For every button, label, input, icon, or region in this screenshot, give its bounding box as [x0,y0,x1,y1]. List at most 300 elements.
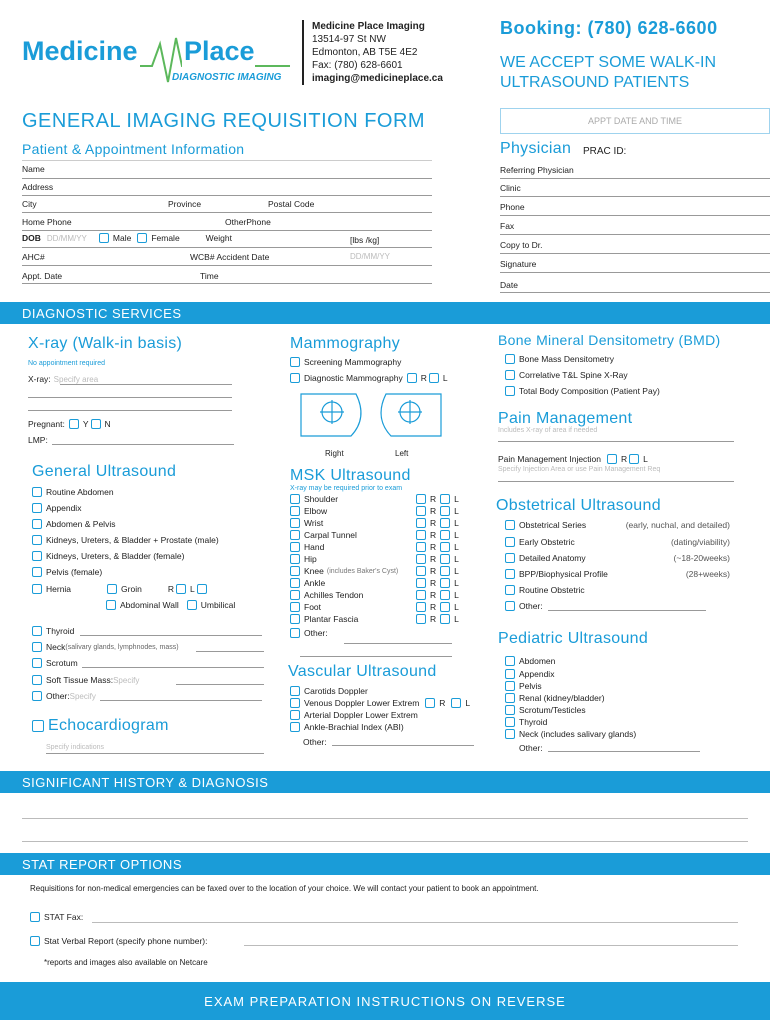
xray-heading: X-ray (Walk-in basis) [28,335,183,352]
msk-r-label-10: R [430,614,437,624]
stat-verbal-row [30,936,207,946]
phone-field[interactable] [22,230,432,231]
pregnant-y-checkbox[interactable] [69,419,79,429]
neck-checkbox[interactable] [32,642,42,652]
vasc-checkbox-1[interactable] [290,698,300,708]
msk-other-label: Other: [304,628,328,638]
peds-checkbox-1[interactable] [505,669,515,679]
peds-checkbox-5[interactable] [505,717,515,727]
msk-checkbox-3[interactable] [290,530,300,540]
ahc-field[interactable] [22,265,432,266]
dob-placeholder[interactable]: DD/MM/YY [46,233,87,243]
msk-item-3 [290,530,357,540]
vasc-checkbox-0[interactable] [290,686,300,696]
peds-item-2 [505,681,542,691]
gen-us-label-3: Kidneys, Ureters, & Bladder + Prostate (male) [46,535,219,545]
ahc-label: AHC# [22,252,45,262]
msk-l-checkbox-0[interactable] [440,494,450,504]
vasc-item-2 [290,710,418,720]
peds-label-5: Thyroid [519,717,548,727]
msk-l-label-1: L [454,506,459,516]
neck-row [32,642,179,652]
pregnant-n-label: N [104,419,111,429]
msk-l-checkbox-10[interactable] [440,614,450,624]
obs-item-4 [505,585,585,595]
umbilical-label: Umbilical [200,600,236,610]
peds-other-field[interactable] [548,751,700,752]
obs-checkbox-1[interactable] [505,537,515,547]
msk-checkbox-2[interactable] [290,518,300,528]
obs-label-2: Detailed Anatomy [519,553,586,563]
msk-l-checkbox-7[interactable] [440,578,450,588]
clinic-label: Clinic [500,183,521,193]
pain-note2: Specify Injection Area or use Pain Management Req [498,466,661,473]
clinic-address1: 13514-97 St NW [312,34,386,45]
gen-us-checkbox-3[interactable] [32,535,42,545]
pain-field-2[interactable] [498,481,734,482]
pain-l-checkbox[interactable] [629,454,639,464]
bmd-item-2 [505,386,660,396]
stat-note: Requisitions for non-medical emergencies can be faxed over to the location of your choice. We will contact your patient to book an appointment. [30,884,539,893]
bmd-checkbox-0[interactable] [505,354,515,364]
obs-item-2 [505,553,586,563]
mammo-screening-checkbox[interactable] [290,357,300,367]
province-label: Province [168,199,202,209]
mammo-diagnostic-row [290,373,448,383]
bmd-heading: Bone Mineral Densitometry (BMD) [498,332,721,348]
mammo-r-label: R [420,373,427,383]
msk-rl-3 [416,530,459,540]
msk-l-label-2: L [454,518,459,528]
pain-injection-row [498,454,648,464]
gen-us-item-5 [32,567,102,577]
peds-checkbox-0[interactable] [505,656,515,666]
msk-r-label-3: R [430,530,437,540]
msk-label-8: Achilles Tendon [304,590,364,600]
gen-other-row [32,691,96,701]
gen-us-item-3 [32,535,219,545]
obs-other-label: Other: [519,601,543,611]
wcb-placeholder[interactable]: DD/MM/YY [350,252,390,261]
peds-other-label: Other: [519,743,543,753]
thyroid-label: Thyroid [46,626,75,636]
history-field-1[interactable] [22,818,748,819]
msk-l-checkbox-8[interactable] [440,590,450,600]
abwall-checkbox[interactable] [106,600,116,610]
msk-l-label-4: L [454,542,459,552]
clinic-email[interactable]: imaging@medicineplace.ca [312,73,443,84]
peds-label-0: Abdomen [519,656,556,666]
msk-r-checkbox-5[interactable] [416,554,426,564]
msk-checkbox-8[interactable] [290,590,300,600]
pain-l-label: L [643,454,648,464]
peds-item-4 [505,705,586,715]
obs-item-0 [505,520,586,530]
stat-fax-field[interactable] [92,922,738,923]
xray-field-3[interactable] [28,410,232,411]
msk-r-label-2: R [430,518,437,528]
obs-other-checkbox[interactable] [505,601,515,611]
postal-label: Postal Code [268,199,315,209]
patient-heading-rule [22,160,432,161]
breast-right-label: Right [325,449,344,458]
mammo-diagnostic-label: Diagnostic Mammography [304,373,403,383]
dob-row [22,233,232,243]
msk-checkbox-6[interactable] [290,566,300,576]
obs-label-3: BPP/Biophysical Profile [519,569,608,579]
thyroid-checkbox[interactable] [32,626,42,636]
form-title: GENERAL IMAGING REQUISITION FORM [22,110,426,132]
pregnant-n-checkbox[interactable] [91,419,101,429]
msk-l-checkbox-6[interactable] [440,566,450,576]
xray-placeholder[interactable]: Specify area [53,374,99,384]
obs-other-field[interactable] [548,610,706,611]
soft-label: Soft Tissue Mass: [46,675,114,685]
phys-fax-field[interactable] [500,234,770,235]
hernia-l-checkbox[interactable] [197,584,207,594]
gen-us-label-5: Pelvis (female) [46,567,103,577]
peds-item-3 [505,693,605,703]
appt-field[interactable] [22,283,432,284]
pain-field[interactable] [498,441,734,442]
neck-note: (salivary glands, lymphnodes, mass) [65,643,179,651]
msk-label-4: Hand [304,542,325,552]
msk-l-checkbox-4[interactable] [440,542,450,552]
peds-item-5 [505,717,547,727]
bmd-item-1 [505,370,628,380]
msk-r-checkbox-7[interactable] [416,578,426,588]
soft-field[interactable] [176,684,264,685]
echo-heading: Echocardiogram [48,717,169,734]
soft-placeholder[interactable]: Specify [113,675,140,685]
gen-us-checkbox-0[interactable] [32,487,42,497]
city-field[interactable] [22,212,432,213]
msk-l-label-9: L [454,602,459,612]
vasc-r-label: R [439,698,446,708]
clinic-address2: Edmonton, AB T5E 4E2 [312,47,418,58]
msk-l-label-10: L [454,614,459,624]
msk-l-label-6: L [454,566,459,576]
soft-checkbox[interactable] [32,675,42,685]
vasc-label-2: Arterial Doppler Lower Extrem [304,710,418,720]
vasc-item-1 [290,698,470,708]
obs-checkbox-2[interactable] [505,553,515,563]
phys-phone-label: Phone [500,202,525,212]
obs-item-1 [505,537,575,547]
gen-us-item-2 [32,519,115,529]
peds-checkbox-3[interactable] [505,693,515,703]
msk-item-6 [290,566,398,576]
stat-bar: STAT REPORT OPTIONS [0,853,770,875]
thyroid-row [32,626,74,636]
bmd-label-0: Bone Mass Densitometry [519,354,614,364]
vasc-r-checkbox[interactable] [425,698,435,708]
groin-checkbox[interactable] [107,584,117,594]
stat-fax-row [30,912,83,922]
peds-checkbox-4[interactable] [505,705,515,715]
msk-r-checkbox-4[interactable] [416,542,426,552]
msk-r-checkbox-8[interactable] [416,590,426,600]
neck-label: Neck [46,642,66,652]
msk-item-4 [290,542,324,552]
referring-field[interactable] [500,178,770,179]
mammo-diagnostic-checkbox[interactable] [290,373,300,383]
peds-item-1 [505,669,554,679]
name-label: Name [22,164,45,174]
male-checkbox[interactable] [99,233,109,243]
msk-l-checkbox-3[interactable] [440,530,450,540]
vasc-item-0 [290,686,368,696]
peds-label-1: Appendix [519,669,555,679]
hernia-checkbox[interactable] [32,584,42,594]
echo-checkbox[interactable] [32,720,44,732]
walkin-line2: ULTRASOUND PATIENTS [500,74,690,91]
home-phone-label: Home Phone [22,217,72,227]
signature-field[interactable] [500,272,770,273]
msk-l-label-0: L [454,494,459,504]
date-field[interactable] [500,292,770,293]
vasc-checkbox-2[interactable] [290,710,300,720]
msk-label-6: Knee [304,566,324,576]
msk-checkbox-9[interactable] [290,602,300,612]
vasc-label-3: Ankle-Brachial Index (ABI) [304,722,404,732]
msk-label-5: Hip [304,554,317,564]
msk-l-label-5: L [454,554,459,564]
gen-other-placeholder[interactable]: Specify [69,691,96,701]
msk-r-checkbox-1[interactable] [416,506,426,516]
gen-us-item-0 [32,487,114,497]
weight-label: Weight [205,233,232,243]
gen-us-label-0: Routine Abdomen [46,487,114,497]
pregnant-row [28,419,111,429]
peds-checkbox-6[interactable] [505,729,515,739]
obs-label-0: Obstetrical Series [519,520,587,530]
stat-fax-label: STAT Fax: [44,912,84,922]
female-label: Female [151,233,180,243]
obs-checkbox-0[interactable] [505,520,515,530]
mammo-heading: Mammography [290,335,401,352]
peds-label-2: Pelvis [519,681,542,691]
lbs-label: [lbs /kg] [350,235,380,245]
obs-heading: Obstetrical Ultrasound [496,497,661,514]
msk-r-checkbox-3[interactable] [416,530,426,540]
pain-r-checkbox[interactable] [607,454,617,464]
gen-other-field[interactable] [100,700,262,701]
obs-note-0: (early, nuchal, and detailed) [625,520,730,530]
scrotum-checkbox[interactable] [32,658,42,668]
clinic-info [302,20,443,85]
pain-note: Includes X-ray of area if needed [498,427,598,434]
msk-l-checkbox-5[interactable] [440,554,450,564]
dob-label: DOB [22,233,41,243]
msk-other-field-2[interactable] [300,656,452,657]
history-field-2[interactable] [22,841,748,842]
msk-checkbox-4[interactable] [290,542,300,552]
patient-heading: Patient & Appointment Information [22,141,245,157]
dob-field[interactable] [22,247,432,248]
copy-label: Copy to Dr. [500,240,543,250]
xray-field[interactable] [60,384,232,385]
msk-r-checkbox-9[interactable] [416,602,426,612]
gen-other-label: Other: [46,691,70,701]
msk-item-2 [290,518,323,528]
obs-note-2: (~18-20weeks) [673,553,730,563]
vasc-checkbox-3[interactable] [290,722,300,732]
phys-fax-label: Fax [500,221,515,231]
obs-checkbox-4[interactable] [505,585,515,595]
mammo-screening-label: Screening Mammography [304,357,402,367]
scrotum-label: Scrotum [46,658,78,668]
hernia-r-label: R [167,584,174,594]
obs-checkbox-3[interactable] [505,569,515,579]
lmp-label: LMP: [28,435,48,445]
stat-verbal-checkbox[interactable] [30,936,40,946]
obs-note-1: (dating/viability) [670,537,730,547]
msk-checkbox-7[interactable] [290,578,300,588]
booking-phone: Booking: (780) 628-6600 [500,18,718,38]
address-field[interactable] [22,195,432,196]
msk-rl-10 [416,614,459,624]
vasc-l-label: L [465,698,471,708]
msk-l-label-3: L [454,530,459,540]
lmp-field[interactable] [52,444,234,445]
pregnant-label: Pregnant: [28,419,65,429]
stat-verbal-field[interactable] [244,945,738,946]
msk-rl-6 [416,566,459,576]
gen-us-item-4 [32,551,184,561]
msk-l-label-8: L [454,590,459,600]
scrotum-row [32,658,78,668]
msk-r-checkbox-0[interactable] [416,494,426,504]
msk-rl-9 [416,602,459,612]
xray-row [28,374,98,384]
bmd-checkbox-1[interactable] [505,370,515,380]
umbilical-checkbox[interactable] [187,600,197,610]
city-label: City [22,199,37,209]
other-phone-label: OtherPhone [225,217,271,227]
xray-note: No appointment required [28,360,106,367]
msk-r-label-8: R [430,590,437,600]
hernia-r-checkbox[interactable] [176,584,186,594]
msk-item-8 [290,590,363,600]
msk-r-checkbox-2[interactable] [416,518,426,528]
copy-field[interactable] [500,253,770,254]
msk-item-1 [290,506,327,516]
referring-label: Referring Physician [500,165,574,175]
msk-item-7 [290,578,325,588]
obs-note-3: (28+weeks) [685,569,730,579]
gen-us-label-2: Abdomen & Pelvis [46,519,116,529]
groin-label: Groin [121,584,142,594]
bmd-checkbox-2[interactable] [505,386,515,396]
breast-diagram-icon[interactable] [296,390,446,442]
gen-us-label-4: Kidneys, Ureters, & Bladder (female) [46,551,185,561]
scrotum-field[interactable] [82,667,264,668]
abwall-label: Abdominal Wall [120,600,179,610]
appt-datetime-box[interactable]: APPT DATE AND TIME [500,108,770,134]
echo-row [32,717,169,735]
soft-row [32,675,139,685]
msk-r-checkbox-6[interactable] [416,566,426,576]
gen-us-item-1 [32,503,81,513]
msk-l-checkbox-2[interactable] [440,518,450,528]
mammo-r-checkbox[interactable] [407,373,417,383]
msk-item-0 [290,494,338,504]
signature-label: Signature [500,259,537,269]
female-checkbox[interactable] [137,233,147,243]
pain-injection-label: Pain Management Injection [498,454,602,464]
mammo-l-checkbox[interactable] [429,373,439,383]
peds-item-6 [505,729,636,739]
gen-us-checkbox-2[interactable] [32,519,42,529]
address-label: Address [22,182,54,192]
phys-phone-field[interactable] [500,215,770,216]
stat-fax-checkbox[interactable] [30,912,40,922]
thyroid-field[interactable] [80,635,262,636]
gen-us-checkbox-4[interactable] [32,551,42,561]
msk-item-9 [290,602,321,612]
wcb-label: WCB# Accident Date [190,252,270,262]
gen-other-checkbox[interactable] [32,691,42,701]
msk-other-field[interactable] [344,643,452,644]
msk-label-3: Carpal Tunnel [304,530,357,540]
bmd-label-2: Total Body Composition (Patient Pay) [519,386,660,396]
vasc-other-label: Other: [303,737,327,747]
msk-r-label-5: R [430,554,437,564]
msk-other-checkbox[interactable] [290,628,300,638]
msk-checkbox-5[interactable] [290,554,300,564]
pain-heading: Pain Management [498,410,633,427]
msk-rl-2 [416,518,459,528]
pain-r-label: R [621,454,628,464]
gen-us-heading: General Ultrasound [32,463,177,480]
clinic-field[interactable] [500,196,770,197]
mammo-screening-row [290,357,401,367]
msk-l-checkbox-1[interactable] [440,506,450,516]
vasc-l-checkbox[interactable] [451,698,461,708]
gen-us-label-1: Appendix [46,503,82,513]
msk-checkbox-1[interactable] [290,506,300,516]
gen-us-checkbox-1[interactable] [32,503,42,513]
msk-checkbox-10[interactable] [290,614,300,624]
knee-note: (includes Baker's Cyst) [326,567,399,575]
echo-placeholder[interactable]: Specify indications [46,744,104,751]
msk-l-checkbox-9[interactable] [440,602,450,612]
echo-field[interactable] [46,753,264,754]
msk-other-row [290,628,328,638]
vasc-other-field[interactable] [332,745,474,746]
peds-checkbox-2[interactable] [505,681,515,691]
msk-r-label-9: R [430,602,437,612]
xray-field-2[interactable] [28,397,232,398]
name-field[interactable] [22,178,432,179]
footer-bar: EXAM PREPARATION INSTRUCTIONS ON REVERSE [0,982,770,1020]
stat-verbal-label: Stat Verbal Report (specify phone number): [44,936,208,946]
hernia-row [32,584,211,594]
hernia-label: Hernia [46,584,72,594]
msk-checkbox-0[interactable] [290,494,300,504]
logo-word-left: Medicine [22,36,138,66]
msk-r-checkbox-10[interactable] [416,614,426,624]
appt-date-label: Appt. Date [22,271,63,281]
msk-item-10 [290,614,358,624]
msk-r-label-4: R [430,542,437,552]
obs-label-4: Routine Obstetric [519,585,585,595]
diagnostic-services-bar: DIAGNOSTIC SERVICES [0,302,770,324]
gen-us-checkbox-5[interactable] [32,567,42,577]
neck-field[interactable] [196,651,264,652]
pregnant-y-label: Y [82,419,89,429]
